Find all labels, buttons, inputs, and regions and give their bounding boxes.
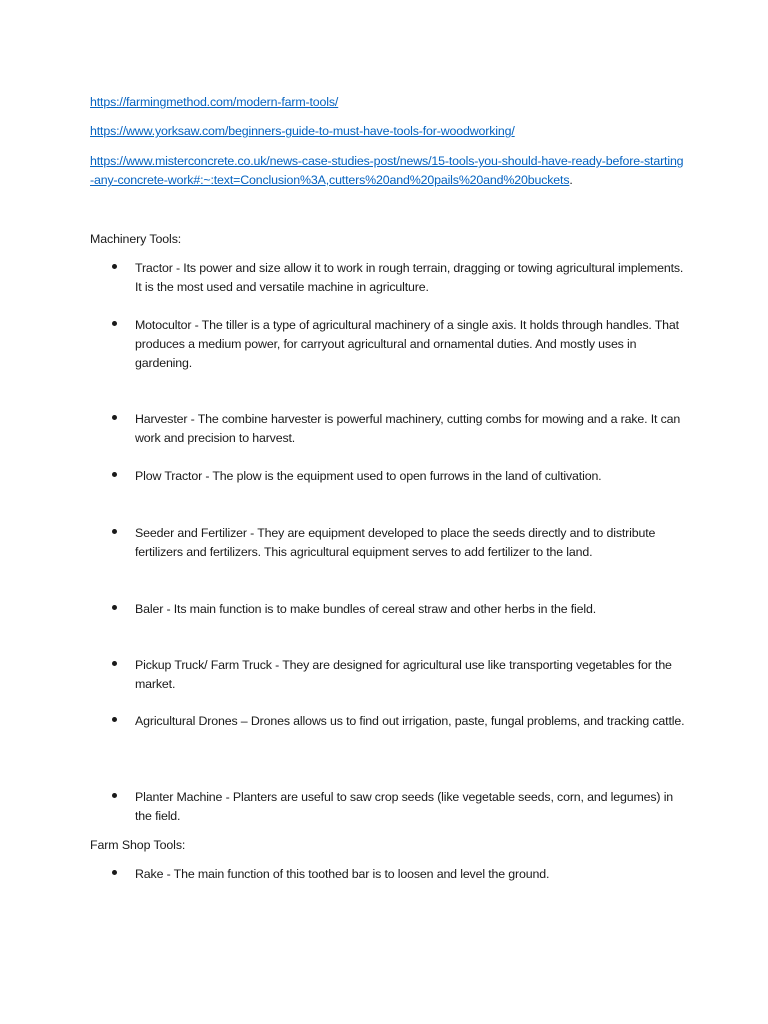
farmingmethod-link[interactable]: https://farmingmethod.com/modern-farm-tools/ — [90, 95, 339, 109]
yorksaw-link[interactable]: https://www.yorksaw.com/beginners-guide-to-must-have-tools-for-woodworking/ — [90, 124, 515, 138]
farm-shop-tools-heading: Farm Shop Tools: — [90, 838, 186, 852]
list-item-text: Planter Machine - Planters are useful to saw crop seeds (like vegetable seeds, corn, and legumes) in the field. — [135, 790, 674, 823]
bullet-icon — [112, 321, 117, 326]
list-item-text: Pickup Truck/ Farm Truck - They are designed for agricultural use like transporting vegetables for the market. — [135, 658, 672, 691]
reference-link-2 — [90, 122, 690, 141]
list-item-text: Rake - The main function of this toothed bar is to loosen and level the ground. — [135, 867, 550, 881]
list-item-text: Plow Tractor - The plow is the equipment used to open furrows in the land of cultivation. — [135, 469, 602, 483]
bullet-icon — [112, 529, 117, 534]
list-item-text: Harvester - The combine harvester is powerful machinery, cutting combs for mowing and a rake. It can work and precision to harvest. — [135, 412, 681, 445]
bullet-icon — [112, 472, 117, 477]
list-item-text: Baler - Its main function is to make bundles of cereal straw and other herbs in the field. — [135, 602, 597, 616]
machinery-tools-heading: Machinery Tools: — [90, 232, 182, 246]
bullet-icon — [112, 661, 117, 666]
reference-link-1 — [90, 93, 690, 112]
link-trailing-period: . — [569, 173, 573, 187]
bullet-icon — [112, 793, 117, 798]
list-item-text: Agricultural Drones – Drones allows us to find out irrigation, paste, fungal problems, and tracking cattle. — [135, 714, 685, 728]
misterconcrete-link[interactable]: https://www.misterconcrete.co.uk/news-case-studies-post/news/15-tools-you-should-have-ready-before-starting-any-concrete-work#:~:text=Conclusion%3A,cutters%20and%20pails%20and%20buckets — [90, 154, 684, 187]
bullet-icon — [112, 605, 117, 610]
bullet-icon — [112, 415, 117, 420]
bullet-icon — [112, 264, 117, 269]
reference-link-3 — [90, 152, 685, 190]
list-item-text: Seeder and Fertilizer - They are equipment developed to place the seeds directly and to distribute fertilizers and fertilizers. This agricultural equipment serves to add fertilizer to the land. — [135, 526, 656, 559]
bullet-icon — [112, 717, 117, 722]
list-item-text: Motocultor - The tiller is a type of agricultural machinery of a single axis. It holds through handles. That produces a medium power, for carryout agricultural and ornamental duties. And mostly uses in gardening. — [135, 318, 679, 370]
list-item-text: Tractor - Its power and size allow it to work in rough terrain, dragging or towing agricultural implements. It is the most used and versatile machine in agriculture. — [135, 261, 684, 294]
bullet-icon — [112, 870, 117, 875]
